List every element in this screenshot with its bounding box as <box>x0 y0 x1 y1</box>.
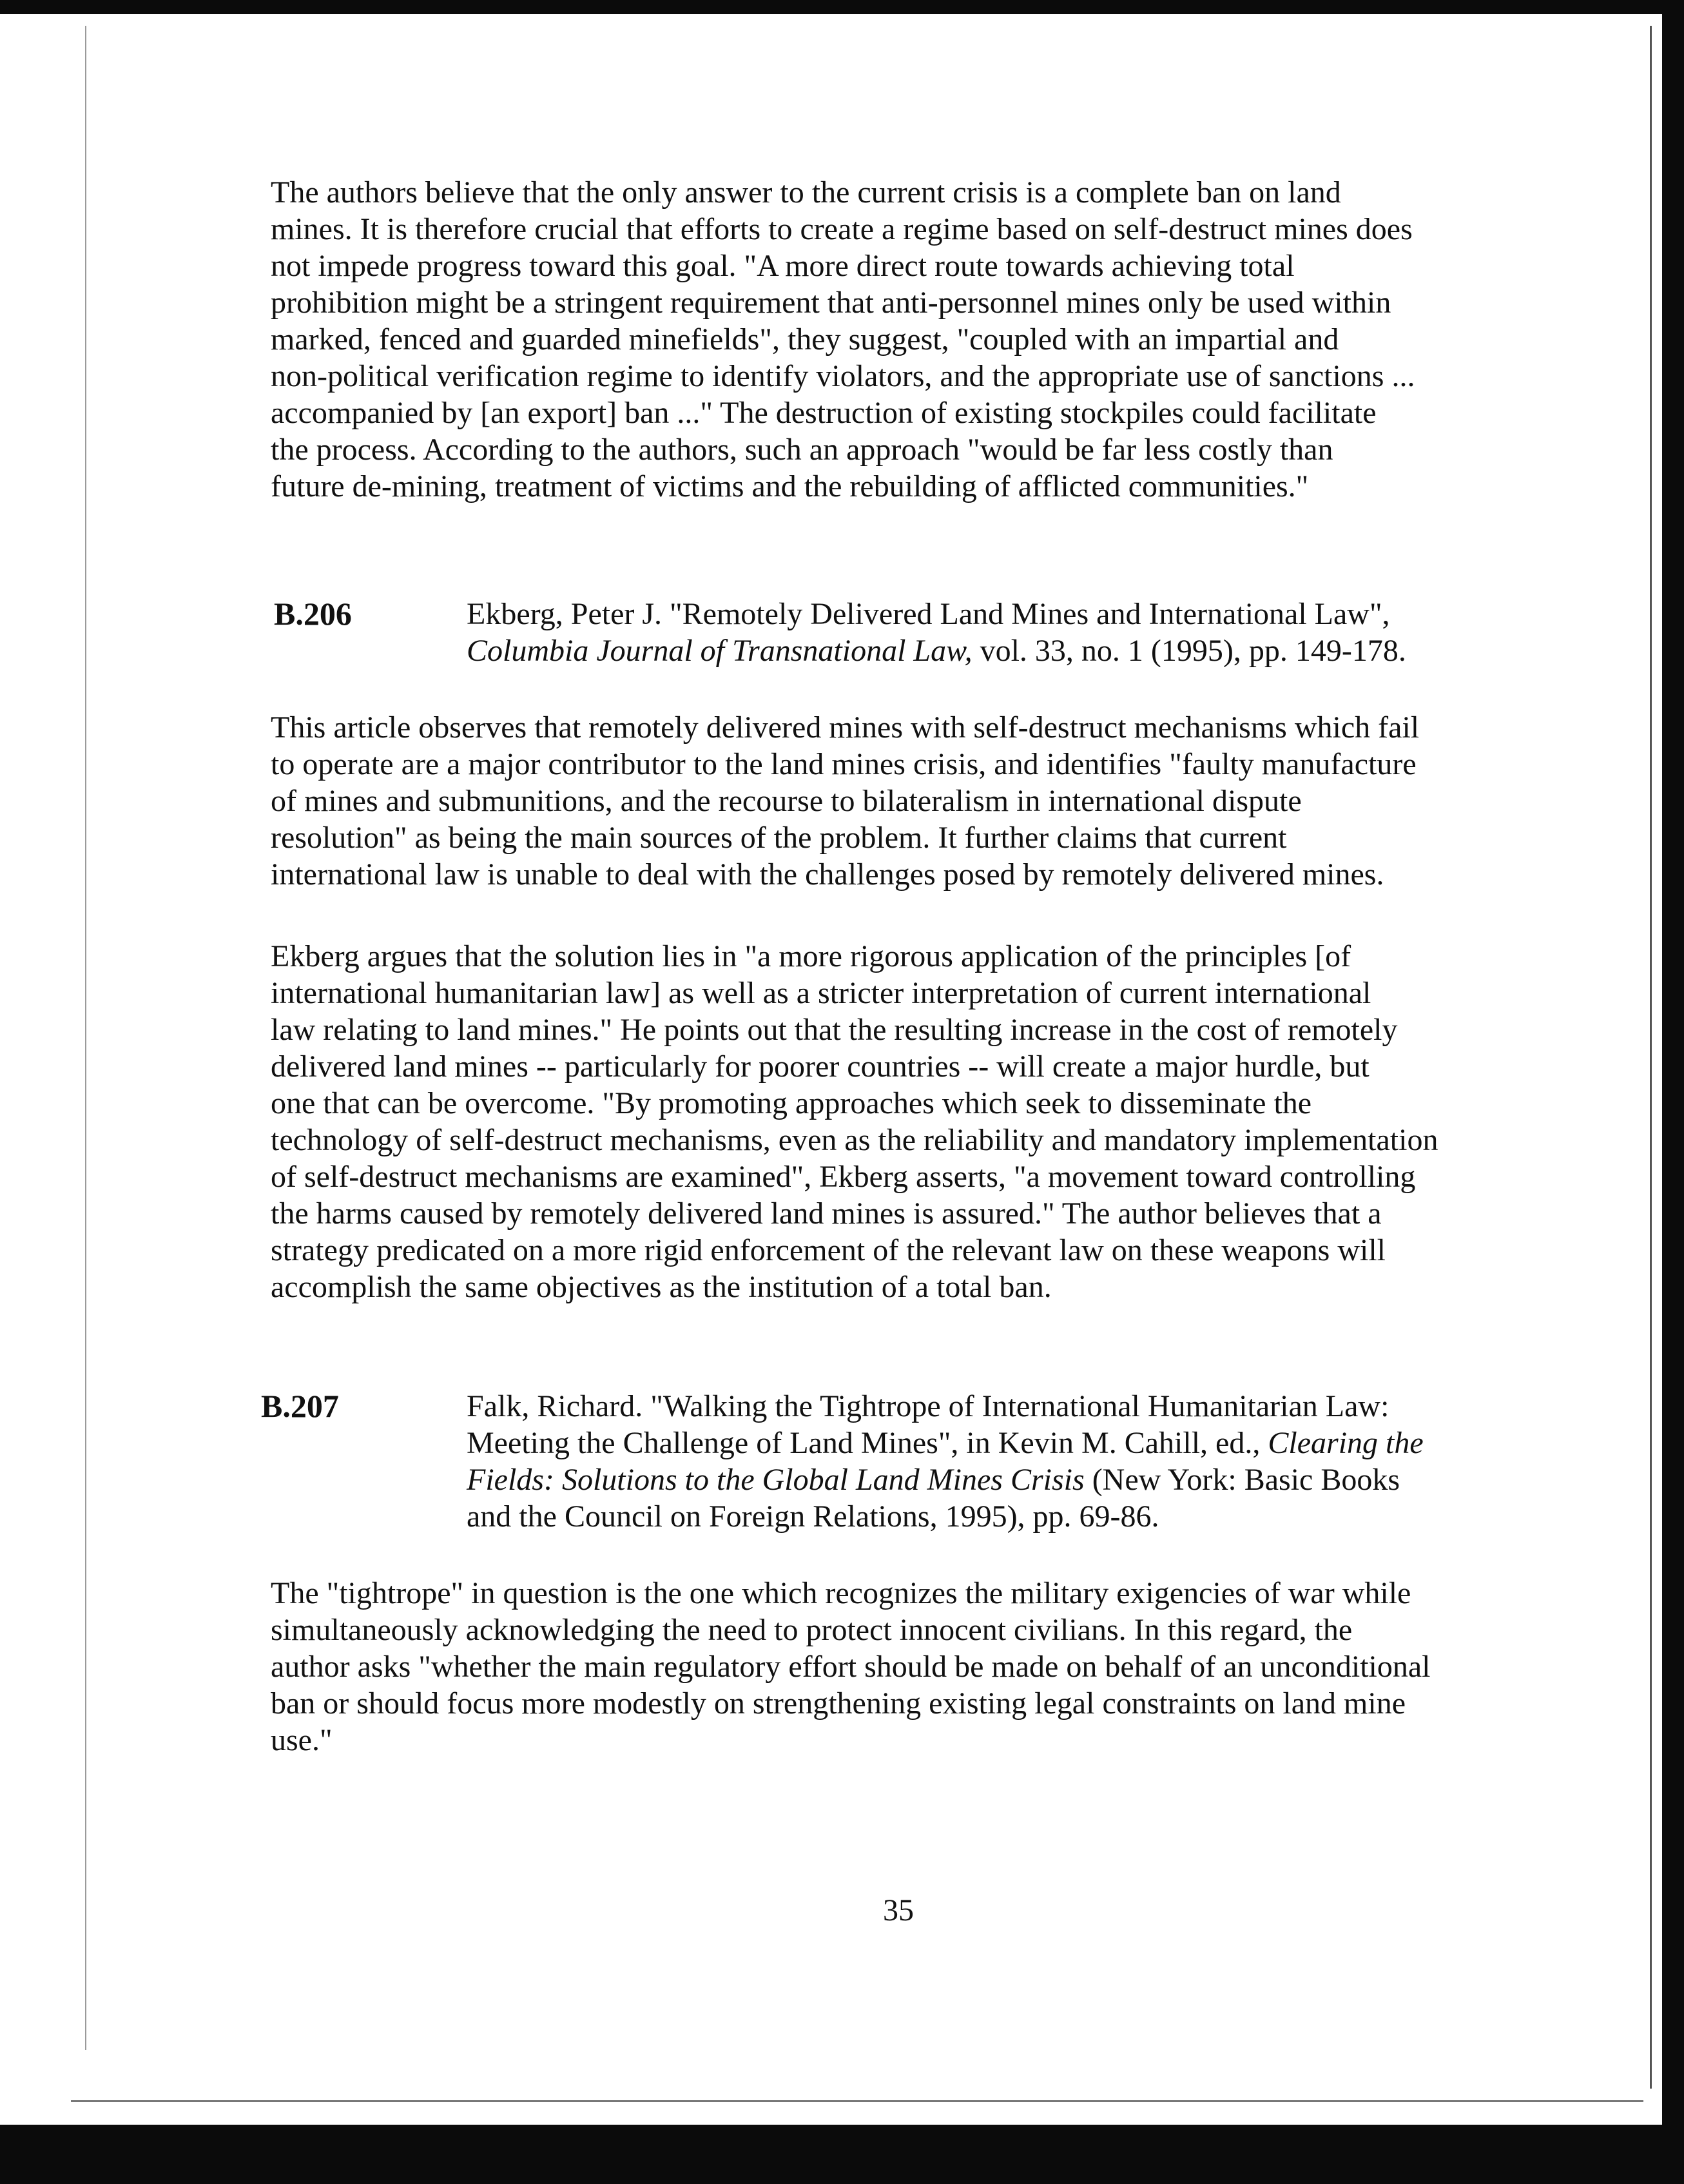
citation-text: and the Council on Foreign Relations, 1995), pp. 69-86. <box>467 1499 1159 1534</box>
citation-text: vol. 33, no. 1 (1995), pp. 149-178. <box>972 634 1406 668</box>
entry-citation <box>467 596 1562 669</box>
book-title: Fields: Solutions to the Global Land Mines Crisis <box>467 1463 1085 1497</box>
citation-line <box>467 632 1562 669</box>
scan-border-right <box>1662 0 1684 2184</box>
entry-summary-paragraph: Ekberg argues that the solution lies in "a more rigorous application of the principles [of international humanitarian law] as well as a stricter interpretation of current international law relating to land mines." He points out that the resulting increase in the cost of remotely delivered land mines -- particularly for poorer countries -- will create a major hurdle, but one that can be overcome. "By promoting approaches which seek to disseminate the technology of self-destruct mechanisms, even as the reliability and mandatory implementation of self-destruct mechanisms are examined", Ekberg asserts, "a movement toward controlling the harms caused by remotely delivered land mines is assured." The author believes that a strategy predicated on a more rigid enforcement of the relevant law on these weapons will accomplish the same objectives as the institution of a total ban. <box>271 939 1438 1304</box>
entry-id: B.207 <box>261 1388 339 1424</box>
page-left-edge <box>85 26 86 2050</box>
citation-text: Ekberg, Peter J. "Remotely Delivered Land Mines and International Law", <box>467 597 1390 631</box>
page-right-edge <box>1650 26 1652 2089</box>
citation-line <box>467 1425 1562 1461</box>
entry-summary-paragraph: The "tightrope" in question is the one which recognizes the military exigencies of war while simultaneously acknowledging the need to protect innocent civilians. In this regard, the author asks "whether the main regulatory effort should be made on behalf of an unconditional ban or should focus more modestly on strengthening existing legal constraints on land mine use." <box>271 1576 1431 1757</box>
scan-border-bottom <box>0 2125 1684 2184</box>
citation-line <box>467 1498 1562 1535</box>
citation-line <box>467 596 1562 632</box>
entry-id: B.206 <box>274 596 352 632</box>
citation-line <box>467 1388 1562 1425</box>
entry-citation <box>467 1388 1562 1535</box>
citation-line <box>467 1461 1562 1498</box>
entry-summary-paragraph: This article observes that remotely delivered mines with self-destruct mechanisms which fail to operate are a major contributor to the land mines crisis, and identifies "faulty manufacture of mines and submunitions, and the recourse to bilateralism in international dispute resolution" as being the main sources of the problem. It further claims that current international law is unable to deal with the challenges posed by remotely delivered mines. <box>271 710 1420 892</box>
scan-border-top <box>0 0 1684 14</box>
intro-paragraph: The authors believe that the only answer to the current crisis is a complete ban on land mines. It is therefore crucial that efforts to create a regime based on self-destruct mines does not impede progress toward this goal. "A more direct route towards achieving total prohibition might be a stringent requirement that anti-personnel mines only be used within marked, fenced and guarded minefields", they suggest, "coupled with an impartial and non-political verification regime to identify violators, and the appropriate use of sanctions ... accompanied by [an export] ban ..." The destruction of existing stockpiles could facilitate the process. According to the authors, such an approach "would be far less costly than future de-mining, treatment of victims and the rebuilding of afflicted communities." <box>271 175 1415 503</box>
page-bottom-edge <box>71 2100 1643 2102</box>
book-title: Clearing the <box>1268 1426 1424 1460</box>
citation-text: Falk, Richard. "Walking the Tightrope of International Humanitarian Law: <box>467 1389 1389 1423</box>
page-number: 35 <box>883 1893 914 1927</box>
journal-title: Columbia Journal of Transnational Law, <box>467 634 973 668</box>
citation-text: (New York: Basic Books <box>1084 1463 1400 1497</box>
citation-text: Meeting the Challenge of Land Mines", in Kevin M. Cahill, ed., <box>467 1426 1268 1460</box>
